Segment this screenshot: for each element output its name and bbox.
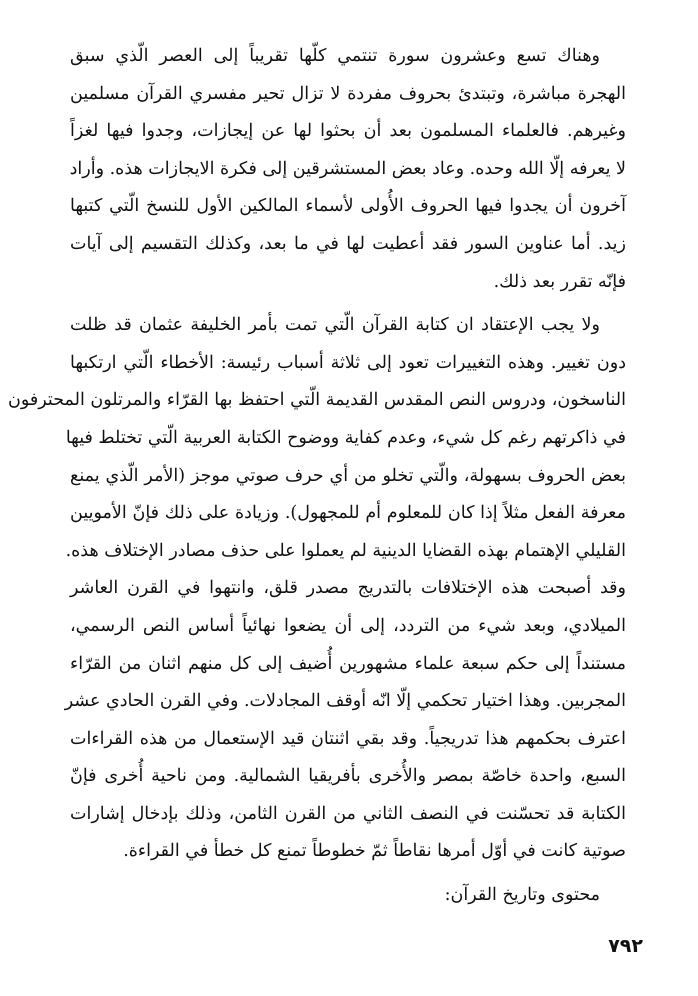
text-line: الهجرة مباشرة، وتبتدئ بحروف مفردة لا تزال تحير مفسري القرآن مسلمين xyxy=(70,83,626,104)
text-line: القليلي الإهتمام بهذه القضايا الدينية لم يعملوا على حذف مصادر الإختلاف هذه. xyxy=(65,540,626,561)
text-line: في ذاكرتهم رغم كل شيء، وعدم كفاية ووضوح الكتابة العربية الّتي تختلط فيها xyxy=(65,427,626,448)
text-line: اعترف بحكمهم هذا تدريجياً. وقد بقي اثنتان قيد الإستعمال من هذه القراءات xyxy=(70,728,626,749)
paragraph-2 xyxy=(8,307,626,871)
text-line: آخرون أن يجدوا فيها الحروف الأُولى لأسماء المالكين الأول للنسخ الّتي كتبها xyxy=(70,196,626,217)
text-line: وهناك تسع وعشرون سورة تنتمي كلّها تقريباً إلى العصر الّذي سبق xyxy=(70,46,600,66)
page-body xyxy=(8,38,626,915)
section-heading: محتوى وتاريخ القرآن: xyxy=(444,885,600,906)
text-line: ولا يجب الإعتقاد ان كتابة القرآن الّتي تمت بأمر الخليفة عثمان قد ظلت xyxy=(70,315,600,336)
text-line: وغيرهم. فالعلماء المسلمون بعد أن بحثوا لها عن إيجازات، وجدوا فيها لغزاً xyxy=(70,121,626,142)
text-line: لا يعرفه إلّا الله وحده. وعاد بعض المستشرقين إلى فكرة الايجازات هذه. وأراد xyxy=(69,158,626,179)
text-line: معرفة الفعل مثلاً إذا كان للمعلوم أم للمجهول). وزيادة على ذلك فإنّ الأمويين xyxy=(70,503,626,524)
text-line: الكتابة قد تحسّنت في النصف الثاني من القرن الثامن، وذلك بإدخال إشارات xyxy=(70,803,626,824)
text-line: المجربين. وهذا اختيار تحكمي إلّا انّه أوقف المجادلات. وفي القرن الحادي عشر xyxy=(64,691,626,712)
text-line: مستنداً إلى حكم سبعة علماء مشهورين أُضيف إلى كل منهم اثنان من القرّاء xyxy=(70,653,626,674)
text-line: وقد أصبحت هذه الإختلافات بالتدريج مصدر قلق، وانتهوا في القرن العاشر xyxy=(70,578,626,599)
text-line: زيد. أما عناوين السور فقد أعطيت لها في ما بعد، وكذلك التقسيم إلى آيات xyxy=(70,233,626,254)
text-line: بعض الحروف بسهولة، والّتي تخلو من أي حرف صوتي موجز (الأمر الّذي يمنع xyxy=(70,465,626,486)
text-line: السبع، واحدة خاصّة بمصر والأُخرى بأفريقيا الشمالية. ومن ناحية أُخرى فإنّ xyxy=(70,766,626,787)
text-line: صوتية كانت في أوّل أمرها نقاطاً ثمّ خطوطاً تمنع كل خطأ في القراءة. xyxy=(123,841,626,862)
text-line: فإنّه تقرر بعد ذلك. xyxy=(493,271,626,292)
text-line: الناسخون، ودروس النص المقدس القديمة الّتي احتفظ بها القرّاء والمرتلون المحترفون xyxy=(8,390,626,411)
text-line: الميلادي، وبعد شيء من التردد، إلى أن يضعوا نهائياً أساس النص الرسمي، xyxy=(70,615,626,636)
paragraph-1 xyxy=(70,38,626,301)
page-number: ٧٩٢ xyxy=(608,935,643,957)
text-line: دون تغيير. وهذه التغييرات تعود إلى ثلاثة أسباب رئيسة: الأخطاء الّتي ارتكبها xyxy=(70,352,626,373)
